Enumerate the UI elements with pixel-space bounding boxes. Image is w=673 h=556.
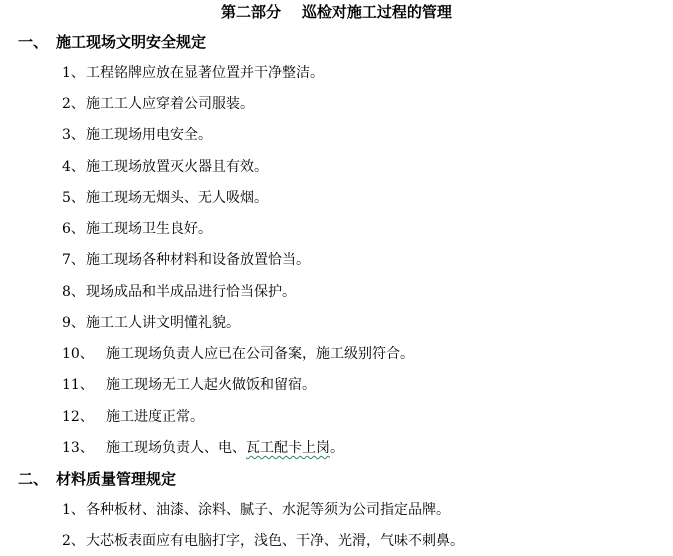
list-item — [62, 375, 316, 395]
item-number: 1、 — [62, 502, 85, 518]
list-item — [62, 219, 212, 239]
item-number: 5、 — [62, 190, 85, 206]
item-number: 2、 — [62, 533, 85, 549]
item-text: 大芯板表面应有电脑打字，浅色、干净、光滑，气味不刺鼻。 — [86, 533, 464, 549]
page-title: 第二部分 巡检对施工过程的管理 — [221, 3, 452, 21]
item-text: 施工现场放置灭火器且有效。 — [86, 159, 268, 175]
section-number: 二、 — [18, 470, 49, 488]
section-heading-safety — [18, 32, 206, 52]
spellcheck-marked-text: 瓦工配卡上岗 — [246, 440, 330, 456]
list-item — [62, 94, 254, 114]
list-item — [62, 531, 464, 551]
item-text: 施工进度正常。 — [106, 409, 204, 425]
list-item — [62, 125, 212, 145]
item-number: 4、 — [62, 159, 85, 175]
item-number: 12、 — [62, 409, 94, 425]
list-item — [62, 313, 240, 333]
item-text: 施工现场各种材料和设备放置恰当。 — [86, 252, 310, 268]
list-item — [62, 188, 268, 208]
item-number: 9、 — [62, 315, 85, 331]
list-item — [62, 63, 324, 83]
item-text: 各种板材、油漆、涂料、腻子、水泥等须为公司指定品牌。 — [86, 502, 450, 518]
item-text: 施工工人讲文明懂礼貌。 — [86, 315, 240, 331]
item-number: 6、 — [62, 221, 85, 237]
item-number: 13、 — [62, 440, 94, 456]
item-number: 11、 — [62, 377, 94, 393]
item-number: 3、 — [62, 127, 85, 143]
list-item — [62, 407, 204, 427]
item-text: 现场成品和半成品进行恰当保护。 — [86, 284, 296, 300]
item-number: 8、 — [62, 284, 85, 300]
item-text: 施工现场负责人应已在公司备案，施工级别符合。 — [106, 346, 414, 362]
item-text: 施工工人应穿着公司服装。 — [86, 96, 254, 112]
list-item — [62, 500, 450, 520]
item-text: 施工现场负责人、电、 — [106, 440, 246, 456]
list-item — [62, 438, 344, 458]
item-number: 10、 — [62, 346, 94, 362]
item-text: 施工现场用电安全。 — [86, 127, 212, 143]
item-text: 施工现场无工人起火做饭和留宿。 — [106, 377, 316, 393]
section-title: 施工现场文明安全规定 — [56, 33, 207, 51]
list-item — [62, 157, 268, 177]
item-number: 7、 — [62, 252, 85, 268]
list-item — [62, 282, 296, 302]
item-number: 1、 — [62, 65, 85, 81]
item-text: 工程铭牌应放在显著位置并干净整洁。 — [86, 65, 324, 81]
section-heading-materials — [18, 469, 176, 489]
section-number: 一、 — [18, 33, 49, 51]
item-text-end: 。 — [330, 440, 344, 456]
list-item — [62, 250, 310, 270]
item-number: 2、 — [62, 96, 85, 112]
list-item — [62, 344, 414, 364]
item-text: 施工现场无烟头、无人吸烟。 — [86, 190, 268, 206]
item-text: 施工现场卫生良好。 — [86, 221, 212, 237]
section-title: 材料质量管理规定 — [56, 470, 177, 488]
